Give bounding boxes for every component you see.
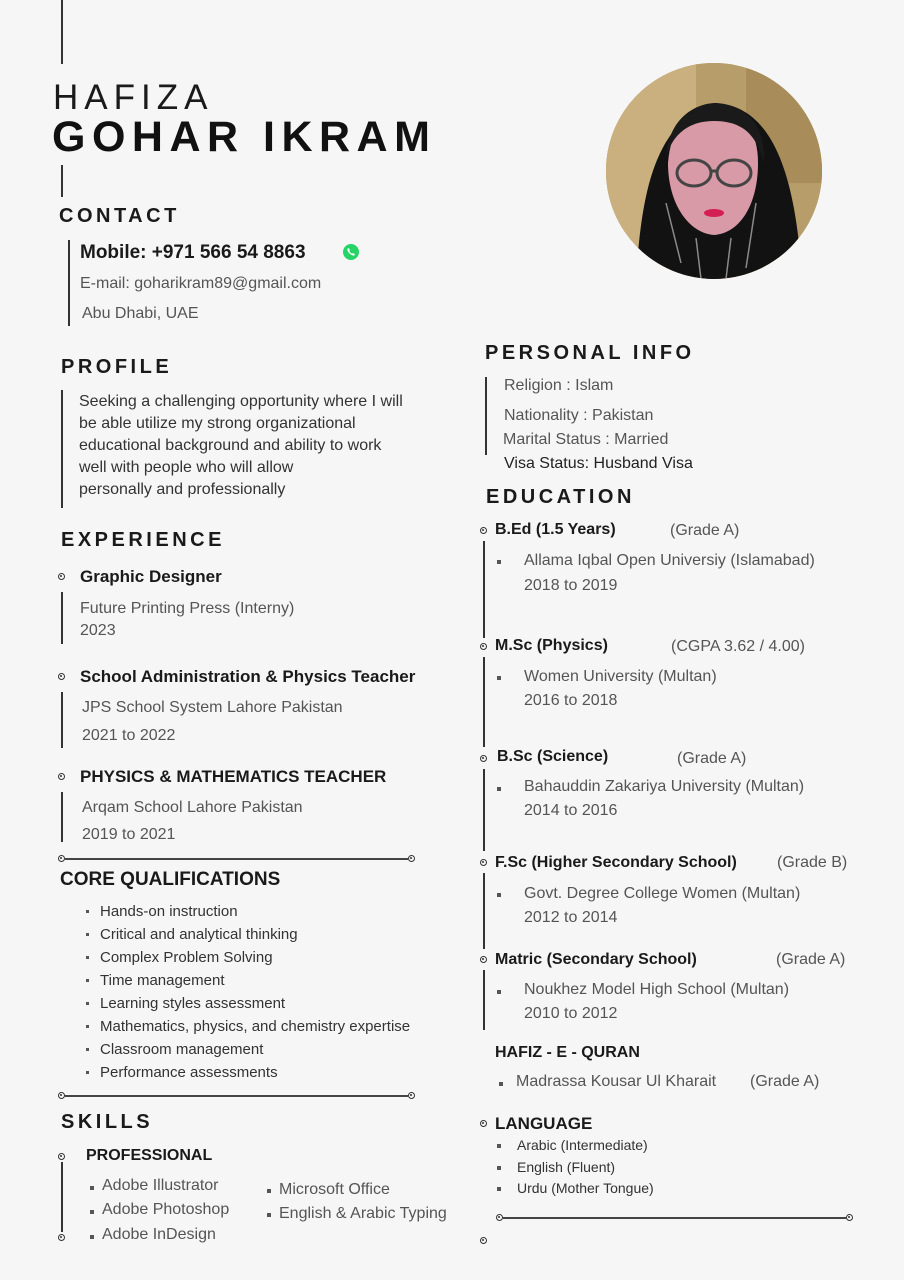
education-period: 2018 to 2019 — [524, 577, 618, 594]
section-divider — [65, 858, 408, 860]
education-school: Women University (Multan) — [524, 668, 717, 685]
email-text: E-mail: goharikram89@gmail.com — [80, 275, 322, 292]
divider-dot — [480, 1237, 487, 1244]
bullet — [499, 1082, 503, 1086]
language-item: Arabic (Intermediate) — [517, 1137, 648, 1153]
education-period: 2012 to 2014 — [524, 909, 618, 926]
bullet — [497, 1166, 501, 1170]
education-school: Bahauddin Zakariya University (Multan) — [524, 778, 805, 795]
personal-side-line — [485, 377, 487, 455]
timeline-line — [483, 873, 485, 949]
education-degree: F.Sc (Higher Secondary School) — [495, 854, 737, 871]
mobile-number: Mobile: +971 566 54 8863 — [80, 242, 306, 263]
bullet — [90, 1210, 94, 1214]
contact-side-line — [68, 240, 70, 326]
contact-divider-line — [61, 165, 63, 197]
list-item: Classroom management — [86, 1038, 410, 1061]
skill-item: Adobe InDesign — [102, 1226, 216, 1243]
divider-dot — [58, 855, 65, 862]
bullet — [497, 893, 501, 897]
marital-status-text: Marital Status : Married — [503, 431, 669, 448]
experience-org: Future Printing Press (Interny) — [80, 600, 295, 617]
education-degree: B.Sc (Science) — [497, 748, 609, 765]
section-divider — [503, 1217, 846, 1219]
hafiz-heading: HAFIZ - E - QURAN — [495, 1044, 640, 1061]
last-name: GOHAR IKRAM — [52, 113, 437, 161]
religion-text: Religion : Islam — [504, 377, 614, 394]
education-degree: B.Ed (1.5 Years) — [495, 521, 616, 538]
contact-heading: CONTACT — [59, 205, 180, 227]
skill-item: Adobe Illustrator — [102, 1177, 219, 1194]
list-item: Learning styles assessment — [86, 992, 410, 1015]
skills-subheading: PROFESSIONAL — [86, 1147, 213, 1164]
experience-title: PHYSICS & MATHEMATICS TEACHER — [80, 767, 387, 786]
education-school: Noukhez Model High School (Multan) — [524, 981, 790, 998]
education-grade: (Grade A) — [670, 522, 740, 539]
education-school: Govt. Degree College Women (Multan) — [524, 885, 801, 902]
timeline-dot — [58, 573, 65, 580]
timeline-dot — [480, 527, 487, 534]
personal-info-heading: PERSONAL INFO — [485, 342, 695, 364]
skills-heading: SKILLS — [61, 1111, 154, 1133]
profile-side-line — [61, 390, 63, 508]
profile-photo — [606, 63, 822, 279]
experience-period: 2021 to 2022 — [82, 727, 176, 744]
list-item: Time management — [86, 969, 410, 992]
divider-dot — [408, 1092, 415, 1099]
divider-dot — [496, 1214, 503, 1221]
timeline-line — [483, 970, 485, 1030]
hafiz-grade: (Grade A) — [750, 1073, 820, 1090]
timeline-dot — [58, 1153, 65, 1160]
first-name: HAFIZA — [53, 78, 214, 117]
list-item: Performance assessments — [86, 1061, 410, 1084]
timeline-dot — [480, 1120, 487, 1127]
profile-heading: PROFILE — [61, 356, 173, 378]
core-qualifications-list — [86, 900, 410, 1084]
visa-status-text: Visa Status: Husband Visa — [504, 455, 693, 472]
education-heading: EDUCATION — [486, 486, 635, 508]
skill-item: English & Arabic Typing — [279, 1205, 447, 1222]
education-grade: (Grade A) — [677, 750, 747, 767]
divider-dot — [58, 1092, 65, 1099]
education-school: Allama Iqbal Open Universiy (Islamabad) — [524, 552, 815, 569]
experience-org: Arqam School Lahore Pakistan — [82, 799, 303, 816]
education-period: 2010 to 2012 — [524, 1005, 618, 1022]
bullet — [267, 1189, 271, 1193]
timeline-dot — [480, 755, 487, 762]
bullet — [90, 1186, 94, 1190]
timeline-dot — [58, 1234, 65, 1241]
bullet — [497, 676, 501, 680]
timeline-line — [483, 657, 485, 747]
top-divider-line — [61, 0, 63, 64]
timeline-dot — [480, 956, 487, 963]
list-item: Hands-on instruction — [86, 900, 410, 923]
education-period: 2016 to 2018 — [524, 692, 618, 709]
location-text: Abu Dhabi, UAE — [82, 305, 199, 322]
profile-line: well with people who will allow — [79, 459, 294, 476]
language-item: Urdu (Mother Tongue) — [517, 1180, 654, 1196]
bullet — [497, 990, 501, 994]
divider-dot — [408, 855, 415, 862]
profile-line: Seeking a challenging opportunity where I will — [79, 393, 403, 410]
bullet — [267, 1213, 271, 1217]
experience-title: School Administration & Physics Teacher — [80, 667, 416, 686]
bullet — [497, 1187, 501, 1191]
bullet — [90, 1235, 94, 1239]
language-heading: LANGUAGE — [495, 1114, 593, 1133]
profile-line: educational background and ability to work — [79, 437, 382, 454]
education-grade: (Grade A) — [776, 951, 846, 968]
experience-title: Graphic Designer — [80, 567, 222, 586]
core-qualifications-heading: CORE QUALIFICATIONS — [60, 869, 281, 890]
timeline-line — [61, 792, 63, 842]
timeline-line — [61, 692, 63, 748]
skill-item: Adobe Photoshop — [102, 1201, 230, 1218]
experience-period: 2023 — [80, 622, 116, 639]
education-degree: Matric (Secondary School) — [495, 951, 697, 968]
education-grade: (Grade B) — [777, 854, 848, 871]
education-grade: (CGPA 3.62 / 4.00) — [671, 638, 805, 655]
experience-heading: EXPERIENCE — [61, 529, 225, 551]
whatsapp-icon — [342, 243, 360, 261]
timeline-line — [483, 541, 485, 638]
language-item: English (Fluent) — [517, 1159, 616, 1175]
timeline-line — [61, 592, 63, 644]
profile-line: personally and professionally — [79, 481, 286, 498]
bullet — [497, 787, 501, 791]
timeline-dot — [480, 859, 487, 866]
experience-period: 2019 to 2021 — [82, 826, 176, 843]
list-item: Critical and analytical thinking — [86, 923, 410, 946]
education-degree: M.Sc (Physics) — [495, 637, 608, 654]
skill-item: Microsoft Office — [279, 1181, 390, 1198]
timeline-dot — [58, 673, 65, 680]
list-item: Complex Problem Solving — [86, 946, 410, 969]
profile-line: be able utilize my strong organizational — [79, 415, 356, 432]
divider-dot — [846, 1214, 853, 1221]
timeline-line — [483, 769, 485, 851]
bullet — [497, 560, 501, 564]
timeline-dot — [58, 773, 65, 780]
education-period: 2014 to 2016 — [524, 802, 618, 819]
experience-org: JPS School System Lahore Pakistan — [82, 699, 343, 716]
timeline-dot — [480, 643, 487, 650]
section-divider — [65, 1095, 408, 1097]
nationality-text: Nationality : Pakistan — [504, 407, 654, 424]
timeline-line — [61, 1162, 63, 1232]
list-item: Mathematics, physics, and chemistry expertise — [86, 1015, 410, 1038]
hafiz-school: Madrassa Kousar Ul Kharait — [516, 1073, 717, 1090]
bullet — [497, 1144, 501, 1148]
